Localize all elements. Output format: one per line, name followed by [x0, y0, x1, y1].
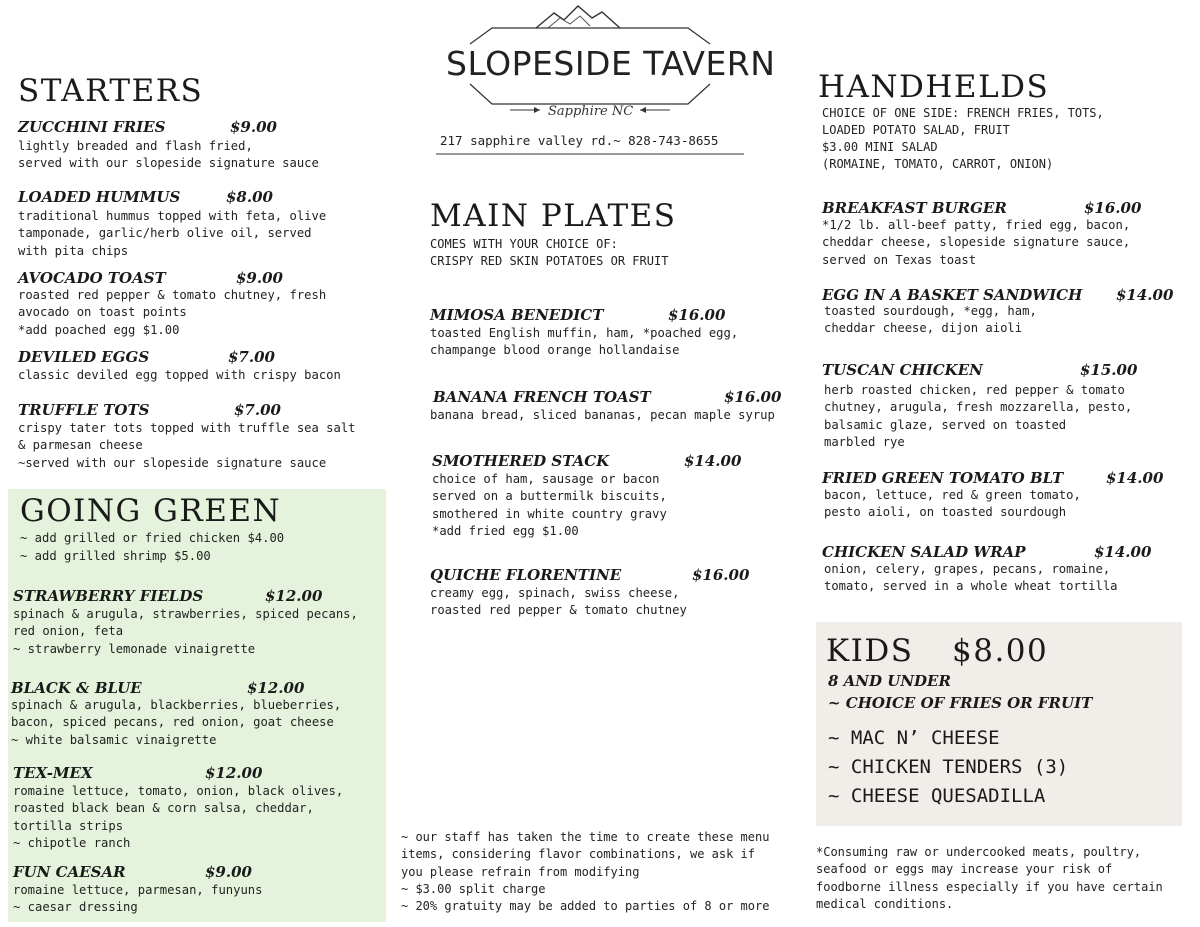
item-description: crispy tater tots topped with truffle sea salt & parmesan cheese ~served with our slopeside signature sauce	[18, 420, 356, 470]
item-price: $9.00	[236, 269, 283, 287]
item-price: $16.00	[1084, 199, 1142, 217]
item-price: $14.00	[1094, 543, 1152, 561]
handheld-item	[822, 200, 1194, 269]
item-name: BREAKFAST BURGER	[822, 199, 1007, 217]
restaurant-address: 217 sapphire valley rd.~ 828-743-8655	[440, 133, 719, 148]
main-plates-heading: MAIN PLATES	[430, 198, 677, 234]
main-plates-subheading: COMES WITH YOUR CHOICE OF: CRISPY RED SKIN POTATOES OR FRUIT	[430, 237, 669, 268]
salad-item	[13, 588, 383, 658]
item-description: romaine lettuce, parmesan, funyuns ~ caesar dressing	[13, 882, 263, 914]
consumer-advisory: *Consuming raw or undercooked meats, poultry, seafood or eggs may increase your risk of foodborne illness especially if you have certain medical conditions.	[816, 845, 1163, 911]
restaurant-name: SLOPESIDE TAVERN	[446, 44, 776, 83]
handheld-item	[822, 362, 1194, 452]
kids-menu-item: ~ CHICKEN TENDERS (3)	[828, 756, 1069, 778]
item-price: $7.00	[228, 348, 275, 366]
item-name: FRIED GREEN TOMATO BLT	[822, 469, 1064, 487]
starter-item	[18, 402, 398, 472]
item-description: toasted English muffin, ham, *poached egg, champange blood orange hollandaise	[430, 325, 739, 357]
starter-item	[18, 270, 398, 339]
salad-item	[13, 864, 383, 917]
kids-menu-item: ~ CHEESE QUESADILLA	[828, 785, 1046, 807]
item-price: $9.00	[230, 118, 277, 136]
item-name: EGG IN A BASKET SANDWICH	[822, 286, 1083, 304]
main-item	[430, 307, 800, 360]
kids-menu-item: ~ MAC N’ CHEESE	[828, 727, 1000, 749]
item-price: $14.00	[684, 452, 742, 470]
item-description: bacon, lettuce, red & green tomato, pesto aioli, on toasted sourdough	[824, 487, 1081, 519]
item-name: DEVILED EGGS	[18, 348, 150, 366]
item-description: roasted red pepper & tomato chutney, fresh avocado on toast points *add poached egg $1.00	[18, 287, 327, 337]
item-name: TRUFFLE TOTS	[18, 401, 150, 419]
item-price: $16.00	[724, 388, 782, 406]
item-name: SMOTHERED STACK	[432, 452, 610, 470]
item-price: $12.00	[247, 679, 305, 697]
staff-note: ~ our staff has taken the time to create these menu items, considering flavor combinations, we ask if you please refrain from modifying ~ $3.00 split charge ~ 20% gratuity may be added to parties of 8 or more	[401, 830, 770, 914]
kids-price: $8.00	[952, 633, 1049, 669]
item-name: QUICHE FLORENTINE	[430, 566, 622, 584]
item-description: choice of ham, sausage or bacon served on a buttermilk biscuits, smothered in white country gravy *add fried egg $1.00	[432, 471, 667, 538]
item-description: toasted sourdough, *egg, ham, cheddar cheese, dijon aioli	[824, 303, 1037, 335]
item-price: $14.00	[1116, 286, 1174, 304]
kids-age-note: 8 AND UNDER	[828, 672, 951, 690]
going-green-heading: GOING GREEN	[20, 493, 282, 529]
item-name: BANANA FRENCH TOAST	[433, 388, 651, 406]
item-name: TEX-MEX	[13, 764, 93, 782]
handheld-item	[822, 470, 1194, 522]
handheld-item	[822, 287, 1194, 338]
item-description: herb roasted chicken, red pepper & tomato chutney, arugula, fresh mozzarella, pesto, balsamic glaze, served on toasted marbled rye	[824, 382, 1133, 449]
kids-side-note: ~ CHOICE OF FRIES OR FRUIT	[828, 694, 1093, 712]
item-price: $15.00	[1080, 361, 1138, 379]
item-description: classic deviled egg topped with crispy bacon	[18, 367, 341, 382]
item-price: $16.00	[692, 566, 750, 584]
main-item	[432, 453, 802, 541]
item-description: banana bread, sliced bananas, pecan maple syrup	[430, 407, 775, 422]
item-name: CHICKEN SALAD WRAP	[822, 543, 1026, 561]
item-description: creamy egg, spinach, swiss cheese, roasted red pepper & tomato chutney	[430, 585, 687, 617]
item-name: LOADED HUMMUS	[18, 188, 181, 206]
item-description: traditional hummus topped with feta, olive tamponade, garlic/herb olive oil, served with pita chips	[18, 208, 327, 258]
item-description: romaine lettuce, tomato, onion, black olives, roasted black bean & corn salsa, cheddar, tortilla strips ~ chipotle ranch	[13, 783, 344, 850]
starter-item	[18, 119, 398, 173]
handhelds-heading: HANDHELDS	[818, 69, 1050, 105]
handheld-item	[822, 544, 1194, 596]
item-price: $12.00	[205, 764, 263, 782]
handhelds-subheading: CHOICE OF ONE SIDE: FRENCH FRIES, TOTS, LOADED POTATO SALAD, FRUIT $3.00 MINI SALAD (ROMAINE, TOMATO, CARROT, ONION)	[822, 106, 1104, 171]
salad-item	[11, 680, 381, 749]
item-name: MIMOSA BENEDICT	[430, 306, 604, 324]
item-price: $14.00	[1106, 469, 1164, 487]
item-name: AVOCADO TOAST	[18, 269, 166, 287]
item-name: TUSCAN CHICKEN	[822, 361, 983, 379]
item-name: ZUCCHINI FRIES	[18, 118, 166, 136]
item-price: $8.00	[226, 188, 273, 206]
item-description: spinach & arugula, blackberries, blueberries, bacon, spiced pecans, red onion, goat cheese ~ white balsamic vinaigrette	[11, 697, 342, 747]
starter-item	[18, 189, 398, 260]
item-price: $12.00	[265, 587, 323, 605]
starters-heading: STARTERS	[18, 73, 204, 109]
item-price: $16.00	[668, 306, 726, 324]
item-description: lightly breaded and flash fried, served with our slopeside signature sauce	[18, 138, 319, 170]
logo	[430, 4, 776, 156]
kids-heading: KIDS	[826, 633, 914, 669]
item-price: $9.00	[205, 863, 252, 881]
item-name: BLACK & BLUE	[11, 679, 142, 697]
item-description: onion, celery, grapes, pecans, romaine, tomato, served in a whole wheat tortilla	[824, 561, 1118, 593]
main-item	[430, 567, 800, 620]
item-name: STRAWBERRY FIELDS	[13, 587, 204, 605]
item-name: FUN CAESAR	[13, 863, 126, 881]
main-item	[430, 389, 800, 424]
item-description: *1/2 lb. all-beef patty, fried egg, bacon, cheddar cheese, slopeside signature sauce, served on Texas toast	[822, 217, 1131, 267]
going-green-addons: ~ add grilled or fried chicken $4.00 ~ add grilled shrimp $5.00	[20, 531, 285, 563]
salad-item	[13, 765, 383, 853]
item-price: $7.00	[234, 401, 281, 419]
starter-item	[18, 349, 398, 384]
item-description: spinach & arugula, strawberries, spiced pecans, red onion, feta ~ strawberry lemonade vinaigrette	[13, 606, 358, 656]
restaurant-location: Sapphire NC	[548, 104, 634, 119]
